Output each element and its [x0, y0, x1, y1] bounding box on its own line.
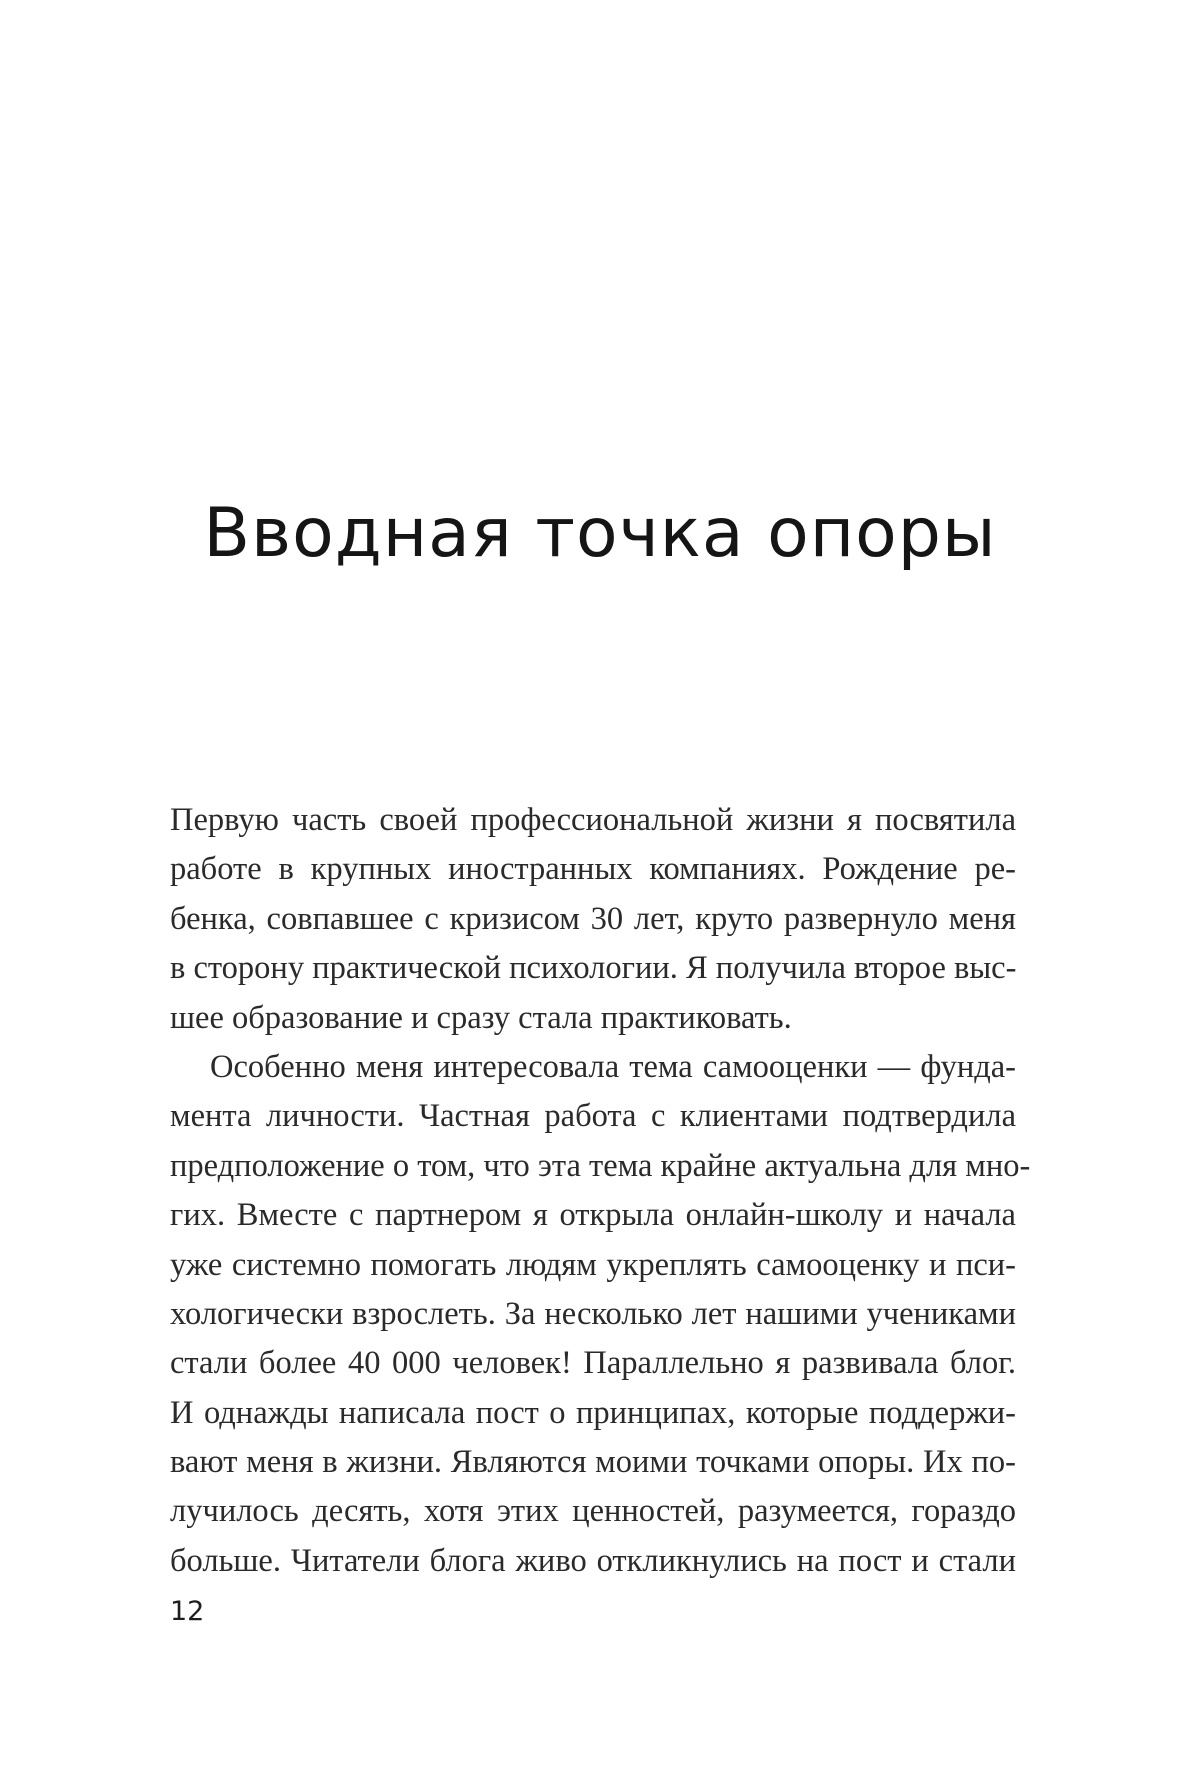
text-line: мента личности. Частная работа с клиентами подтвердила [170, 1098, 1016, 1135]
text-line: шее образование и сразу стала практиковать. [170, 999, 792, 1036]
text-line: И однажды написала пост о принципах, которые поддержи- [170, 1394, 1016, 1431]
text-line: вают меня в жизни. Являются моими точками опоры. Их по- [170, 1444, 1016, 1481]
text-line: в сторону практической психологии. Я получила второе выс- [170, 950, 1017, 987]
text-line: бенка, совпавшее с кризисом 30 лет, круто развернуло меня [170, 900, 1016, 937]
text-line: хологически взрослеть. За несколько лет нашими учениками [170, 1295, 1016, 1332]
text-line: стали более 40 000 человек! Параллельно я развивала блог. [170, 1345, 1016, 1382]
text-line: уже системно помогать людям укреплять самооценку и пси- [170, 1246, 1016, 1283]
text-line: больше. Читатели блога живо откликнулись на пост и стали [170, 1542, 1016, 1579]
text-line: Особенно меня интересовала тема самооценки — фунда- [210, 1048, 1016, 1085]
text-line: работе в крупных иностранных компаниях. Рождение ре- [170, 851, 1016, 888]
text-line: гих. Вместе с партнером я открыла онлайн-школу и начала [170, 1197, 1016, 1234]
text-line: предположение о том, что эта тема крайне актуальна для мно- [170, 1147, 1031, 1184]
text-line: лучилось десять, хотя этих ценностей, разумеется, гораздо [170, 1493, 1016, 1530]
text-line: Первую часть своей профессиональной жизни я посвятила [170, 802, 1016, 838]
page-number: 12 [170, 1596, 205, 1627]
body-text [170, 796, 1031, 1586]
chapter-title: Вводная точка опоры [203, 494, 997, 573]
